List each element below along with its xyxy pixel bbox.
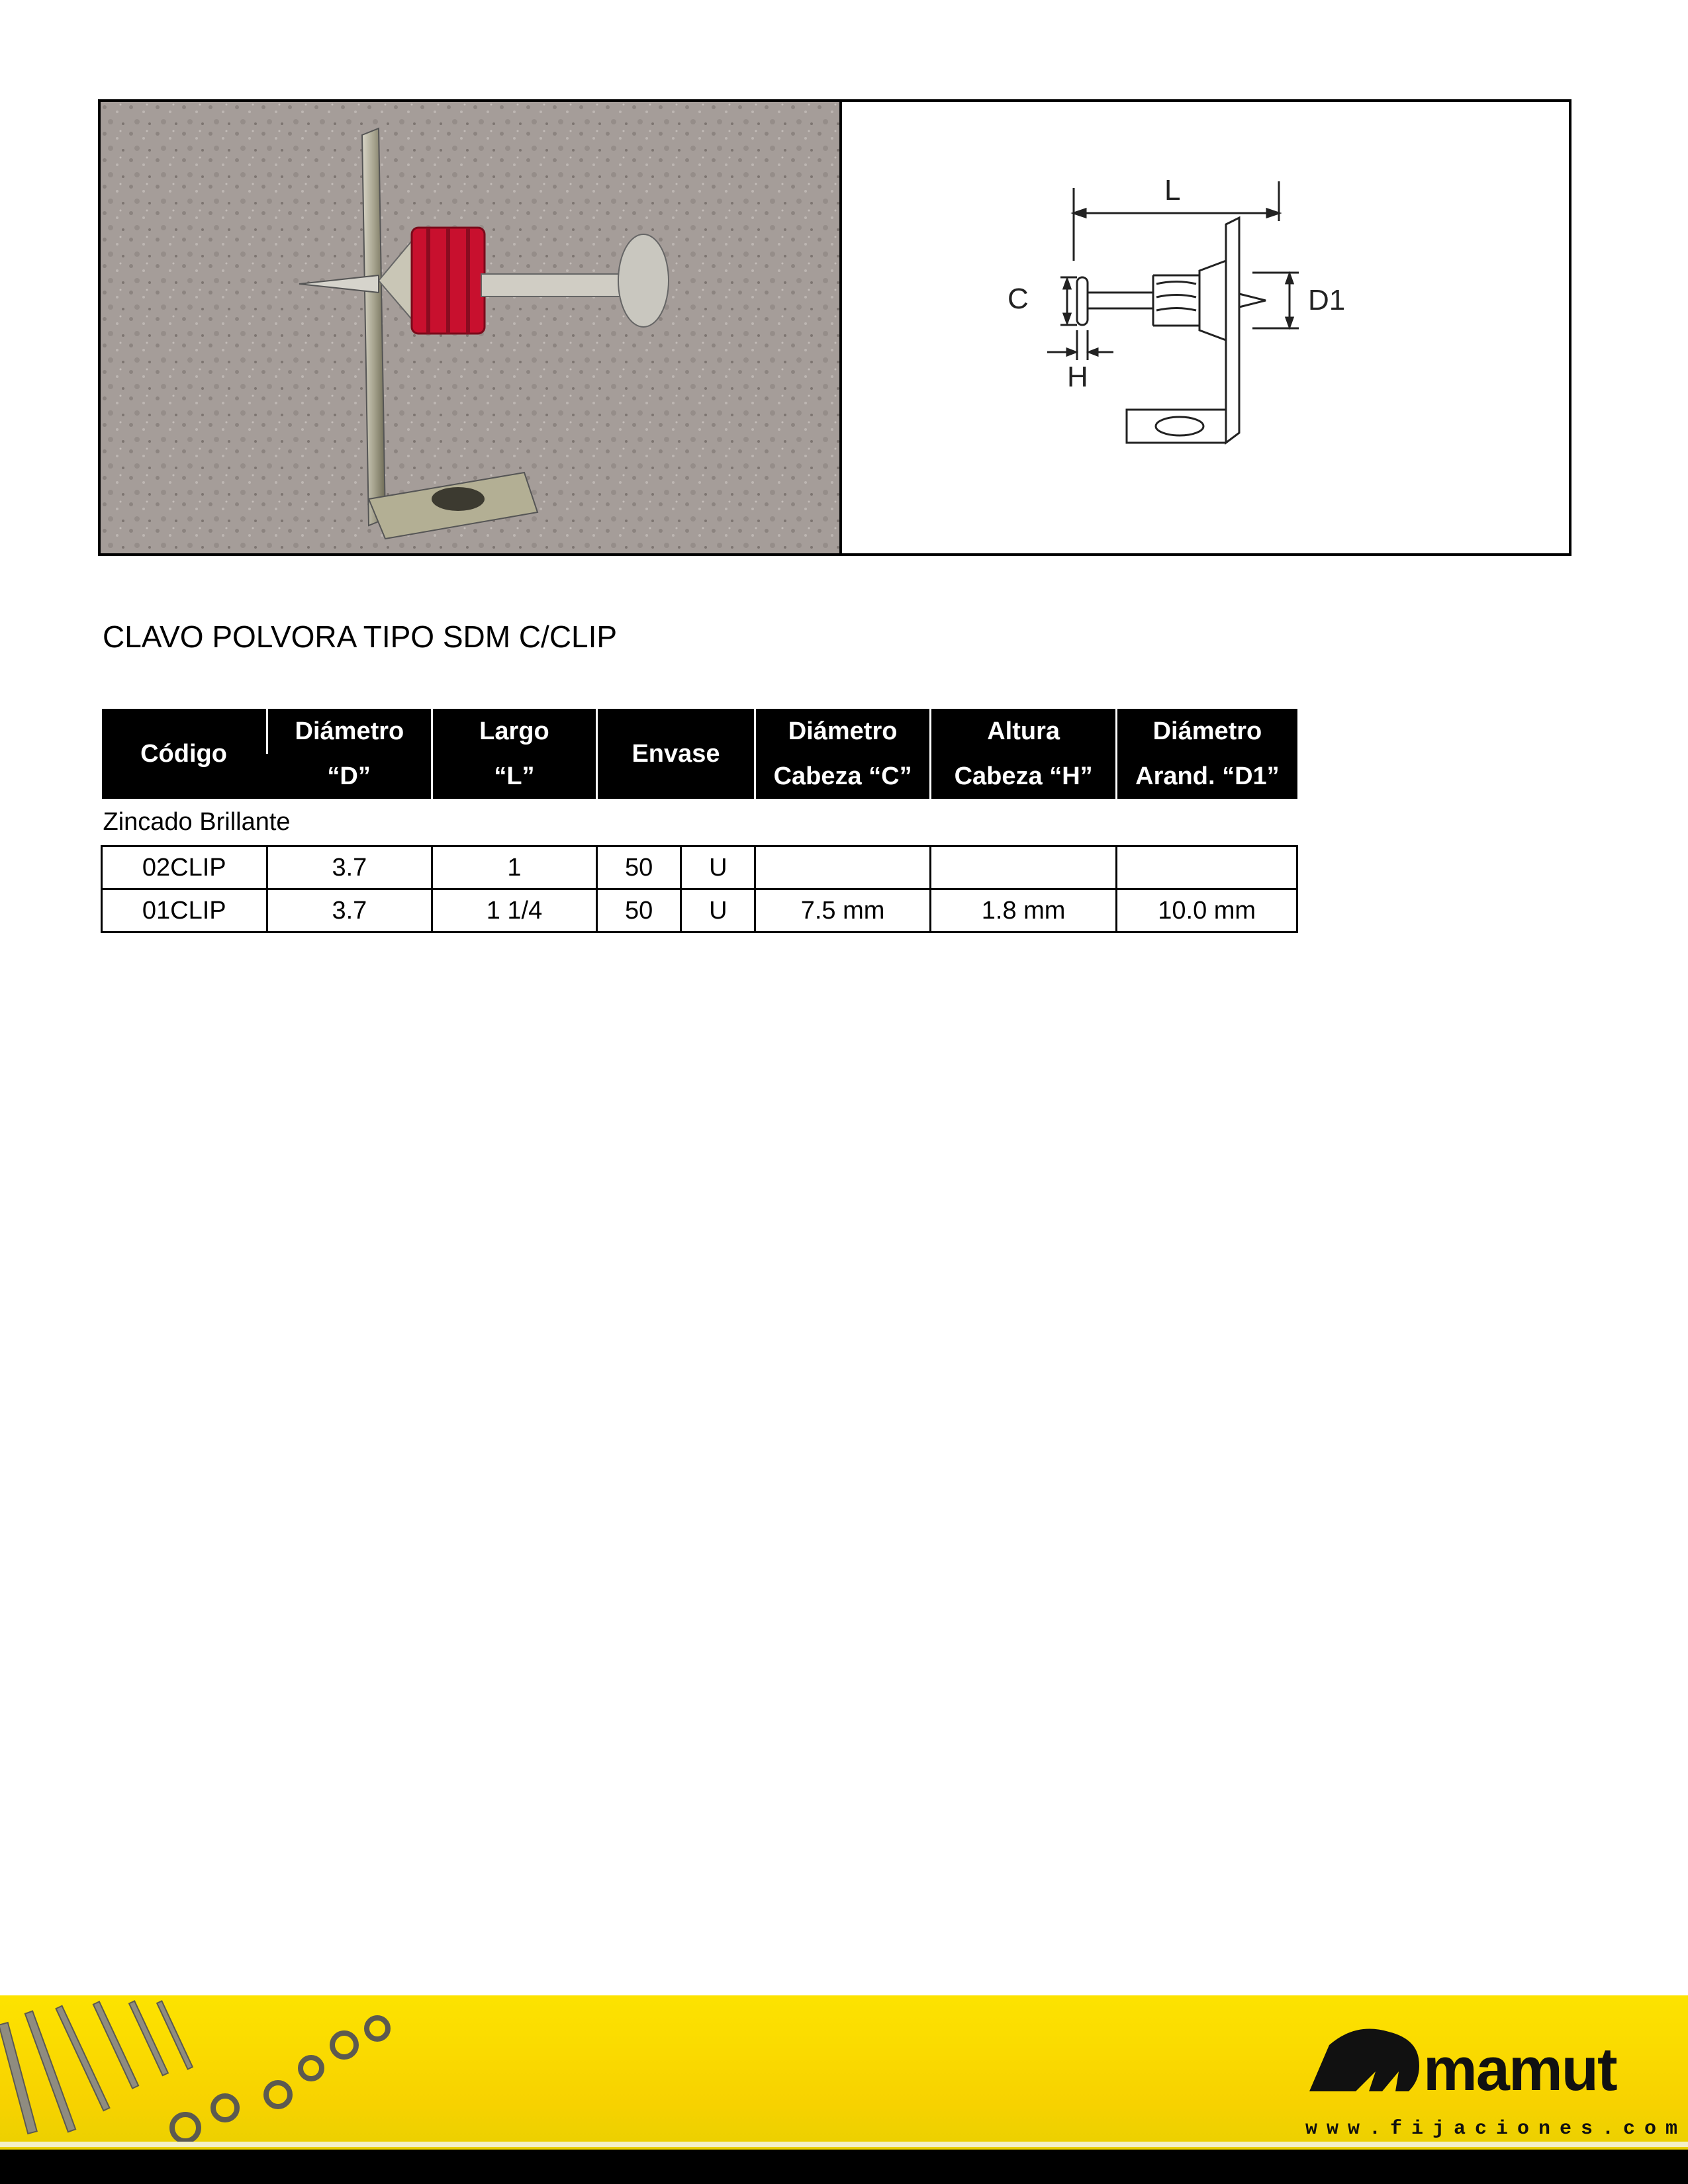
- cell-largo: 1 1/4: [432, 889, 596, 933]
- cell-arand-d1: [1117, 846, 1297, 889]
- product-title: CLAVO POLVORA TIPO SDM C/CLIP: [103, 619, 618, 654]
- cell-codigo: 02CLIP: [102, 846, 267, 889]
- cell-envase-qty: 50: [596, 889, 681, 933]
- diagram-label-D1: D1: [1308, 284, 1346, 316]
- header-diametro-cabeza-sub: Cabeza “C”: [755, 754, 931, 799]
- dimension-diagram-drawing: [842, 102, 1569, 553]
- cell-diametro: 3.7: [267, 889, 432, 933]
- cell-diametro: 3.7: [267, 846, 432, 889]
- header-diametro-d-sub: “D”: [267, 754, 432, 799]
- table-header-row: [102, 709, 1297, 754]
- product-photo-illustration: [101, 102, 839, 553]
- cell-altura-h: [930, 846, 1116, 889]
- brand-url: www.fijaciones.com: [1305, 2118, 1687, 2140]
- specifications-table: [101, 709, 1298, 933]
- table-group-row: [102, 799, 1297, 846]
- footer-bottom-bar: [0, 2150, 1688, 2184]
- header-codigo: Código: [102, 709, 267, 799]
- header-altura-cabeza-sub: Cabeza “H”: [930, 754, 1116, 799]
- product-photo: [101, 102, 842, 553]
- group-label: Zincado Brillante: [103, 807, 291, 836]
- cell-envase-unit: U: [681, 889, 755, 933]
- header-altura-cabeza: Altura: [930, 709, 1116, 754]
- hardware-decoration: [0, 1995, 463, 2150]
- cell-envase-unit: U: [681, 846, 755, 889]
- diagram-label-H: H: [1067, 361, 1088, 393]
- header-envase: Envase: [596, 709, 755, 799]
- header-diametro-arand-sub: Arand. “D1”: [1117, 754, 1297, 799]
- cell-cabeza-c: 7.5 mm: [755, 889, 931, 933]
- diagram-label-L: L: [1164, 174, 1181, 206]
- cell-codigo: 01CLIP: [102, 889, 267, 933]
- footer-divider: [0, 2142, 1688, 2147]
- cell-envase-qty: 50: [596, 846, 681, 889]
- cell-arand-d1: 10.0 mm: [1117, 889, 1297, 933]
- table-row: [102, 846, 1297, 889]
- cell-largo: 1: [432, 846, 596, 889]
- cell-cabeza-c: [755, 846, 931, 889]
- dimension-diagram: [842, 102, 1569, 553]
- table-row: [102, 889, 1297, 933]
- header-largo: Largo: [432, 709, 596, 754]
- brand-logo: mamut: [1423, 2036, 1617, 2103]
- header-diametro-cabeza: Diámetro: [755, 709, 931, 754]
- header-diametro-arand: Diámetro: [1117, 709, 1297, 754]
- diagram-label-C: C: [1008, 283, 1029, 315]
- product-images-frame: [98, 99, 1571, 556]
- header-largo-sub: “L”: [432, 754, 596, 799]
- mammoth-logo-icon: [1303, 2019, 1429, 2098]
- header-diametro-d: Diámetro: [267, 709, 432, 754]
- cell-altura-h: 1.8 mm: [930, 889, 1116, 933]
